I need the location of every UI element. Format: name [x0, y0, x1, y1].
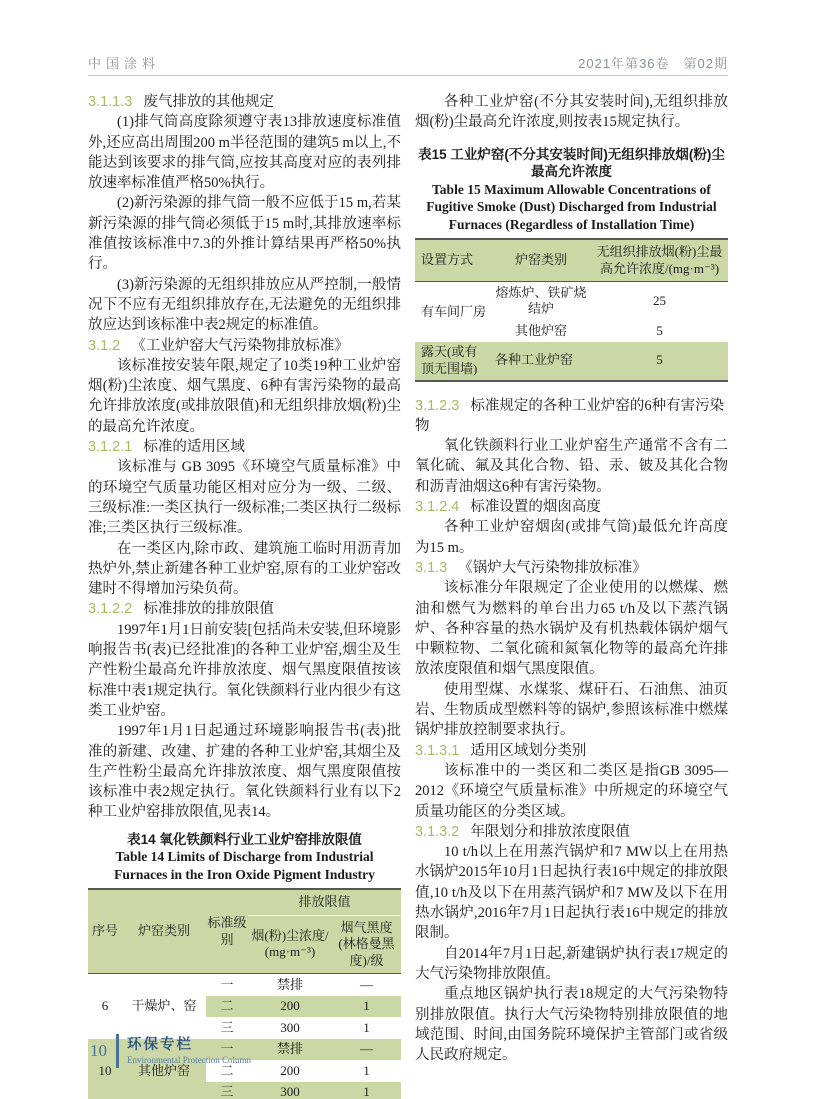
paragraph: (1)排气筒高度除须遵守表13排放速度标准值外,还应高出周围200 m半径范围的建筑5 m以上,不能达到该要求的排气筒,应按其高度对应的表列排放速率标准值严格50%执行。 — [88, 114, 401, 192]
section-heading-3-1-3-1 — [415, 741, 728, 761]
cell-level: 三 — [206, 1082, 248, 1099]
cell-value: 5 — [591, 320, 728, 342]
paragraph: 10 t/h以上在用蒸汽锅炉和7 MW以上在用热水锅炉2015年10月1日起执行表16中规定的排放限值,10 t/h及以下在用蒸汽锅炉和7 MW及以下在用热水锅炉,2016年7月1日起执行表16中规定的排放限制。 — [415, 844, 728, 942]
table-15 — [415, 238, 728, 382]
section-title: 适用区域划分类别 — [470, 742, 587, 759]
paragraph: (3)新污染源的无组织排放应从严控制,一般情况下不应有无组织排放存在,无法避免的无组织排放应达到该标准中表2规定的标准值。 — [88, 276, 401, 334]
cell-level: 一 — [206, 1039, 248, 1061]
table14-header-level: 标准级别 — [206, 889, 248, 974]
cell-dust: 禁排 — [248, 974, 332, 996]
cell-dust: 300 — [248, 1082, 332, 1099]
section-heading-3-1-2-3 — [415, 396, 728, 437]
section-number: 3.1.2 — [88, 337, 121, 354]
section-number: 3.1.3.2 — [415, 823, 460, 840]
section-title: 标准排放的排放限值 — [143, 601, 274, 618]
section-title: 年限划分和排放浓度限值 — [470, 823, 630, 840]
cell-type: 其他炉窑 — [491, 320, 591, 342]
table-row — [415, 282, 728, 321]
cell-blackness: 1 — [332, 996, 401, 1018]
section-number: 3.1.3 — [415, 559, 448, 576]
table15-header-concentration: 无组织排放烟(粉)尘最高允许浓度/(mg·m⁻³) — [591, 239, 728, 282]
section-title: 《工业炉窑大气污染物排放标准》 — [131, 337, 349, 354]
section-title: 标准设置的烟囱高度 — [470, 499, 601, 516]
paragraph: 该标准按安装年限,规定了10类19种工业炉窑烟(粉)尘浓度、烟气黑度、6种有害污染物的最高允许排放浓度(或排放限值)和无组织排放烟(粉)尘的最高允许浓度。 — [88, 357, 401, 435]
cell-blackness: 1 — [332, 1017, 401, 1039]
section-number: 3.1.2.3 — [415, 397, 460, 414]
cell-blackness: — — [332, 1039, 401, 1061]
paragraph: 重点地区锅炉执行表18规定的大气污染物特别排放限值。执行大气污染物特别排放限值的地域范围、时间,由国务院环境保护主管部门或省级人民政府规定。 — [415, 986, 728, 1064]
issue-info: 2021年第36卷 第02期 — [578, 56, 728, 71]
cell-blackness: 1 — [332, 1060, 401, 1082]
section-heading-3-1-2 — [88, 336, 401, 356]
table15-caption-en: Table 15 Maximum Allowable Concentrations of Fugitive Smoke (Dust) Discharged from Industrial Furnaces (Regardless of Installation Time) — [426, 181, 717, 232]
table14-caption-cn: 表14 氧化铁颜料行业工业炉窑排放限值 — [127, 831, 362, 847]
paragraph: 该标准分年限规定了企业使用的以燃煤、燃油和燃气为燃料的单台出力65 t/h及以下蒸汽锅炉、各种容量的热水锅炉及有机热载体锅炉烟气中颗粒物、二氧化硫和氮氧化物等的最高允许排放浓度限值和烟气黑度限值。 — [415, 580, 728, 678]
table14-header-dust: 烟(粉)尘浓度/ (mg·m⁻³) — [248, 915, 332, 974]
cell-dust: 200 — [248, 1060, 332, 1082]
cell-type: 各种工业炉窑 — [491, 342, 591, 381]
cell-value: 5 — [591, 342, 728, 381]
cell-blackness: 1 — [332, 1082, 401, 1099]
paragraph: 该标准与 GB 3095《环境空气质量标准》中的环境空气质量功能区相对应分为一级、二级、三级标准:一类区执行一级标准;二类区执行二级标准;三类区执行三级标准。 — [88, 459, 401, 537]
section-title: 标准规定的各种工业炉窑的6种有害污染物 — [415, 397, 725, 434]
column-name-en: Environmental Protection Column — [127, 1054, 251, 1065]
section-heading-3-1-2-1 — [88, 437, 401, 457]
cell-dust: 禁排 — [248, 1039, 332, 1061]
page-footer — [90, 1034, 251, 1068]
cell-setting: 有车间厂房 — [415, 282, 491, 342]
cell-blackness: — — [332, 974, 401, 996]
cell-level: 二 — [206, 996, 248, 1018]
table14-header-blackness: 烟气黑度(林格曼黑度)/级 — [332, 915, 401, 974]
section-number: 3.1.2.2 — [88, 601, 133, 618]
cell-type: 其他炉窑 — [122, 1039, 206, 1099]
table-row — [415, 342, 728, 381]
footer-divider — [116, 1034, 119, 1068]
cell-level: 一 — [206, 974, 248, 996]
right-column — [415, 92, 728, 1065]
section-number: 3.1.2.4 — [415, 499, 460, 516]
section-number: 3.1.2.1 — [88, 439, 133, 456]
table15-header-setting: 设置方式 — [415, 239, 491, 282]
cell-dust: 200 — [248, 996, 332, 1018]
section-title: 《锅炉大气污染物排放标准》 — [458, 559, 647, 576]
table14-header-type: 炉窑类别 — [122, 889, 206, 974]
column-name-cn: 环保专栏 — [127, 1036, 193, 1053]
table14-header-no: 序号 — [88, 889, 122, 974]
paragraph: 1997年1月1日前安装[包括尚未安装,但环境影响报告书(表)已经批准]的各种工业炉窑,烟尘及生产性粉尘最高允许排放浓度、烟气黑度限值按该标准中表1规定执行。氧化铁颜料行业内很少有这类工业炉窑。 — [88, 621, 401, 719]
cell-no: 6 — [88, 974, 122, 1039]
section-title: 标准的适用区域 — [143, 439, 245, 456]
table15-caption-cn: 表15 工业炉窑(不分其安装时间)无组织排放烟(粉)尘最高允许浓度 — [418, 146, 725, 180]
table14-header-group: 排放限值 — [248, 889, 401, 915]
paragraph: 各种工业炉窑烟囱(或排气筒)最低允许高度为15 m。 — [415, 519, 728, 556]
cell-value: 25 — [591, 282, 728, 321]
column-name — [127, 1037, 251, 1066]
cell-type: 干燥炉、窑 — [122, 974, 206, 1039]
header-rule — [88, 75, 728, 76]
paragraph: 使用型煤、水煤浆、煤矸石、石油焦、油页岩、生物质成型燃料等的锅炉,参照该标准中燃煤锅炉排放控制要求执行。 — [415, 681, 728, 739]
paragraph: 在一类区内,除市政、建筑施工临时用沥青加热炉外,禁止新建各种工业炉窑,原有的工业炉窑改建时不得增加污染负荷。 — [88, 540, 401, 598]
cell-level: 二 — [206, 1060, 248, 1082]
section-heading-3-1-2-4 — [415, 497, 728, 517]
paragraph: 自2014年7月1日起,新建锅炉执行表17规定的大气污染物排放限值。 — [415, 945, 728, 982]
journal-title: 中国涂料 — [88, 56, 161, 71]
table-row — [88, 974, 401, 996]
table15-header-type: 炉窑类别 — [491, 239, 591, 282]
table14-caption — [88, 831, 401, 884]
section-heading-3-1-3 — [415, 558, 728, 578]
cell-level: 三 — [206, 1017, 248, 1039]
page-number: 10 — [90, 1041, 107, 1060]
cell-type: 熔炼炉、铁矿烧结炉 — [491, 282, 591, 321]
paragraph: 氧化铁颜料行业工业炉窑生产通常不含有二氧化硫、氟及其化合物、铅、汞、铍及其化合物和沥青油烟这6种有害污染物。 — [415, 438, 728, 495]
section-heading-3-1-1-3 — [88, 92, 401, 112]
section-number: 3.1.3.1 — [415, 742, 460, 759]
table14-caption-en: Table 14 Limits of Discharge from Industrial Furnaces in the Iron Oxide Pigment Industry — [114, 849, 375, 882]
cell-no: 10 — [88, 1039, 122, 1099]
paragraph: 1997年1月1日起通过环境影响报告书(表)批准的新建、改建、扩建的各种工业炉窑,其烟尘及生产性粉尘最高允许排放浓度、烟气黑度限值按该标准中表2规定执行。氧化铁颜料行业有以下2种工业炉窑排放限值,见表14。 — [88, 723, 401, 821]
paragraph: 各种工业炉窑(不分其安装时间),无组织排放烟(粉)尘最高允许浓度,则按表15规定执行。 — [415, 94, 728, 131]
section-number: 3.1.1.3 — [88, 94, 133, 110]
left-column — [88, 92, 401, 1099]
section-heading-3-1-3-2 — [415, 822, 728, 842]
section-title: 废气排放的其他规定 — [143, 94, 274, 110]
section-heading-3-1-2-2 — [88, 599, 401, 619]
paragraph: 该标准中的一类区和二类区是指GB 3095—2012《环境空气质量标准》中所规定的环境空气质量功能区的分类区域。 — [415, 762, 728, 820]
paragraph: (2)新污染源的排气筒一般不应低于15 m,若某新污染源的排气筒必须低于15 m时,其排放速率标准值按该标准中7.3的外推计算结果再严格50%执行。 — [88, 195, 401, 273]
cell-dust: 300 — [248, 1017, 332, 1039]
cell-setting: 露天(或有顶无围墙) — [415, 342, 491, 381]
table15-caption — [415, 146, 728, 234]
